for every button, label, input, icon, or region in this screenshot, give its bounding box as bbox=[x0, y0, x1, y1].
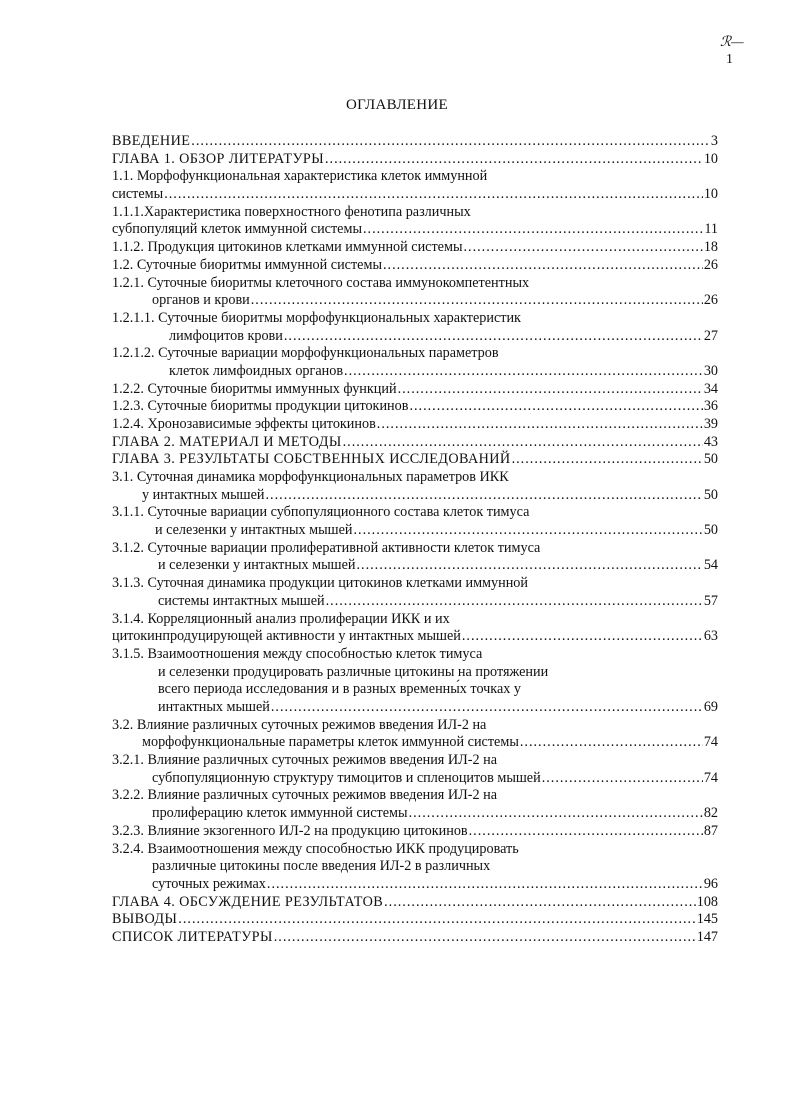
toc-page-number: 147 bbox=[696, 928, 718, 945]
toc-entry bbox=[112, 328, 718, 346]
toc-entry-text: СПИСОК ЛИТЕРАТУРЫ bbox=[112, 928, 273, 945]
toc-entry bbox=[112, 522, 718, 540]
toc-entry-text: 1.1. Морфофункциональная характеристика клеток иммунной bbox=[112, 168, 488, 185]
toc-page-number: 74 bbox=[703, 769, 718, 786]
toc-entry-text: различные цитокины после введения ИЛ-2 в различных bbox=[152, 858, 491, 875]
toc-entry-text: ВЫВОДЫ bbox=[112, 911, 178, 928]
toc-entry bbox=[112, 734, 718, 752]
toc-page-number: 50 bbox=[703, 522, 718, 539]
toc-entry bbox=[112, 628, 718, 646]
toc-entry-text: 3.1.4. Корреляционный анализ пролиферации ИКК и их bbox=[112, 610, 450, 627]
toc-page-number: 96 bbox=[703, 875, 718, 892]
toc-entry-text: лимфоцитов крови bbox=[169, 327, 283, 344]
toc-page-number: 39 bbox=[703, 415, 718, 432]
toc-entry-text: органов и крови bbox=[152, 292, 250, 309]
toc-entry-text: 1.2.1.1. Суточные биоритмы морфофункциональных характеристик bbox=[112, 309, 521, 326]
toc-entry bbox=[112, 151, 718, 169]
toc-entry-text: 3.1.2. Суточные вариации пролиферативной активности клеток тимуса bbox=[112, 539, 541, 556]
toc-page-number: 30 bbox=[703, 362, 718, 379]
toc-entry-text: 1.1.1.Характеристика поверхностного фенотипа различных bbox=[112, 203, 471, 220]
dot-leader bbox=[463, 239, 702, 257]
toc-page-number: 50 bbox=[703, 486, 718, 503]
toc-entry-text: 1.2.1. Суточные биоритмы клеточного состава иммунокомпетентных bbox=[112, 274, 530, 291]
toc-entry bbox=[112, 699, 718, 717]
dot-leader bbox=[343, 434, 703, 452]
page-number: 1 bbox=[726, 52, 733, 67]
toc-page-number: 36 bbox=[703, 398, 718, 415]
toc-entry bbox=[112, 911, 718, 929]
toc-entry-text: 3.1. Суточная динамика морфофункциональных параметров ИКК bbox=[112, 469, 509, 486]
toc-entry-text: 1.2.1.2. Суточные вариации морфофункциональных параметров bbox=[112, 345, 499, 362]
toc-entry-text: пролиферацию клеток иммунной системы bbox=[152, 805, 408, 822]
toc-entry bbox=[112, 186, 718, 204]
dot-leader bbox=[363, 221, 703, 239]
toc-entry bbox=[112, 876, 718, 894]
toc-entry-text: и селезенки у интактных мышей bbox=[158, 557, 356, 574]
toc-entry bbox=[112, 929, 718, 947]
page-title: ОГЛАВЛЕНИЕ bbox=[346, 97, 448, 113]
toc-entry bbox=[112, 894, 718, 912]
toc-entry-text: 1.2.3. Суточные биоритмы продукции цитокинов bbox=[112, 398, 409, 415]
toc-page-number: 87 bbox=[703, 822, 718, 839]
toc-entry-text: системы bbox=[112, 186, 164, 203]
toc-entry-text: 1.2.2. Суточные биоритмы иммунных функций bbox=[112, 380, 397, 397]
dot-leader bbox=[274, 929, 696, 947]
toc-entry-text: системы интактных мышей bbox=[158, 592, 325, 609]
toc-page-number: 82 bbox=[703, 805, 718, 822]
dot-leader bbox=[409, 398, 702, 416]
dot-leader bbox=[344, 363, 703, 381]
toc-entry bbox=[112, 416, 718, 434]
toc-entry bbox=[112, 823, 718, 841]
toc-entry bbox=[112, 805, 718, 823]
toc-page-number: 3 bbox=[710, 132, 718, 149]
toc-page-number: 69 bbox=[703, 698, 718, 715]
dot-leader bbox=[164, 186, 703, 204]
toc-page-number: 74 bbox=[703, 734, 718, 751]
dot-leader bbox=[356, 557, 702, 575]
toc-entry-text: ГЛАВА 1. ОБЗОР ЛИТЕРАТУРЫ bbox=[112, 150, 324, 167]
dot-leader bbox=[284, 328, 703, 346]
toc-entry bbox=[112, 451, 718, 469]
toc-page-number: 34 bbox=[703, 380, 718, 397]
toc-page-number: 27 bbox=[703, 327, 718, 344]
toc-entry bbox=[112, 257, 718, 275]
toc-entry-text: 3.1.1. Суточные вариации субпопуляционного состава клеток тимуса bbox=[112, 504, 530, 521]
toc-entry-text: цитокинпродуцирующей активности у интактных мышей bbox=[112, 628, 461, 645]
corner-annotation bbox=[720, 34, 750, 68]
toc-entry-text: ГЛАВА 3. РЕЗУЛЬТАТЫ СОБСТВЕННЫХ ИССЛЕДОВАНИЙ bbox=[112, 451, 511, 468]
dot-leader bbox=[462, 628, 703, 646]
toc-entry-text: морфофункциональные параметры клеток иммунной системы bbox=[142, 734, 519, 751]
dot-leader bbox=[251, 292, 703, 310]
dot-leader bbox=[178, 911, 695, 929]
toc-entry-text: и селезенки у интактных мышей bbox=[155, 522, 353, 539]
dot-leader bbox=[326, 593, 703, 611]
toc-page-number: 57 bbox=[703, 592, 718, 609]
toc-entry-text: 3.2. Влияние различных суточных режимов введения ИЛ-2 на bbox=[112, 716, 487, 733]
toc-entry-text: 3.1.5. Взаимоотношения между способностью клеток тимуса bbox=[112, 645, 483, 662]
toc-entry-text: интактных мышей bbox=[158, 698, 270, 715]
toc-page-number: 63 bbox=[703, 628, 718, 645]
toc-entry-text: ГЛАВА 2. МАТЕРИАЛ И МЕТОДЫ bbox=[112, 433, 342, 450]
dot-leader bbox=[542, 770, 703, 788]
dot-leader bbox=[409, 805, 703, 823]
toc-entry-text: 3.2.3. Влияние экзогенного ИЛ-2 на продукцию цитокинов bbox=[112, 822, 468, 839]
toc-page-number: 43 bbox=[703, 433, 718, 450]
toc-entry-text: 3.1.3. Суточная динамика продукции цитокинов клетками иммунной bbox=[112, 575, 528, 592]
toc-entry bbox=[112, 558, 718, 576]
toc-page-number: 10 bbox=[703, 150, 718, 167]
dot-leader bbox=[383, 257, 703, 275]
toc-entry bbox=[112, 221, 718, 239]
toc-entry bbox=[112, 292, 718, 310]
dot-leader bbox=[353, 522, 702, 540]
toc-entry-text: 3.2.2. Влияние различных суточных режимов введения ИЛ-2 на bbox=[112, 787, 497, 804]
dot-leader bbox=[271, 699, 703, 717]
dot-leader bbox=[520, 734, 703, 752]
toc-page-number: 54 bbox=[703, 557, 718, 574]
toc-entry bbox=[112, 239, 718, 257]
toc-entry-text: у интактных мышей bbox=[142, 486, 265, 503]
toc-entry bbox=[112, 593, 718, 611]
dot-leader bbox=[325, 151, 703, 169]
toc-page-number: 145 bbox=[696, 911, 718, 928]
toc-entry bbox=[112, 434, 718, 452]
toc-page-number: 26 bbox=[703, 292, 718, 309]
toc-entry-text: 3.2.1. Влияние различных суточных режимов введения ИЛ-2 на bbox=[112, 752, 497, 769]
toc-page-number: 108 bbox=[696, 893, 718, 910]
toc-entry-text: и селезенки продуцировать различные цитокины на протяжении bbox=[158, 663, 549, 680]
toc-entry-text: ГЛАВА 4. ОБСУЖДЕНИЕ РЕЗУЛЬТАТОВ bbox=[112, 893, 384, 910]
dot-leader bbox=[384, 894, 696, 912]
toc-entry-text: клеток лимфоидных органов bbox=[169, 362, 344, 379]
toc-page-number: 26 bbox=[703, 256, 718, 273]
toc-entry bbox=[112, 133, 718, 151]
toc-entry-text: 1.1.2. Продукция цитокинов клетками иммунной системы bbox=[112, 239, 463, 256]
toc-page-number: 18 bbox=[703, 239, 718, 256]
dot-leader bbox=[267, 876, 703, 894]
dot-leader bbox=[512, 451, 703, 469]
dot-leader bbox=[266, 487, 703, 505]
toc-entry-text: 1.2.4. Хронозависимые эффекты цитокинов bbox=[112, 415, 376, 432]
toc-entry-text: всего периода исследования и в разных временны́х точках у bbox=[158, 681, 522, 698]
toc-entry-text: 3.2.4. Взаимоотношения между способностью ИКК продуцировать bbox=[112, 840, 519, 857]
toc-page-number: 50 bbox=[703, 451, 718, 468]
toc-entry-text: ВВЕДЕНИЕ bbox=[112, 132, 191, 149]
toc-entry bbox=[112, 363, 718, 381]
dot-leader bbox=[191, 133, 710, 151]
toc-entry bbox=[112, 398, 718, 416]
toc-page-number: 10 bbox=[703, 186, 718, 203]
handwritten-mark: ℛ— bbox=[720, 35, 744, 50]
dot-leader bbox=[377, 416, 703, 434]
toc-entry-text: 1.2. Суточные биоритмы иммунной системы bbox=[112, 256, 382, 273]
toc-entry-text: субпопуляционную структуру тимоцитов и спленоцитов мышей bbox=[152, 769, 541, 786]
toc-entry bbox=[112, 381, 718, 399]
toc-entry bbox=[112, 770, 718, 788]
dot-leader bbox=[469, 823, 703, 841]
toc-page-number: 11 bbox=[704, 221, 718, 238]
toc-entry-text: субпопуляций клеток иммунной системы bbox=[112, 221, 362, 238]
toc-entry bbox=[112, 487, 718, 505]
table-of-contents bbox=[112, 133, 718, 947]
toc-entry-text: суточных режимах bbox=[152, 875, 266, 892]
dot-leader bbox=[398, 381, 703, 399]
